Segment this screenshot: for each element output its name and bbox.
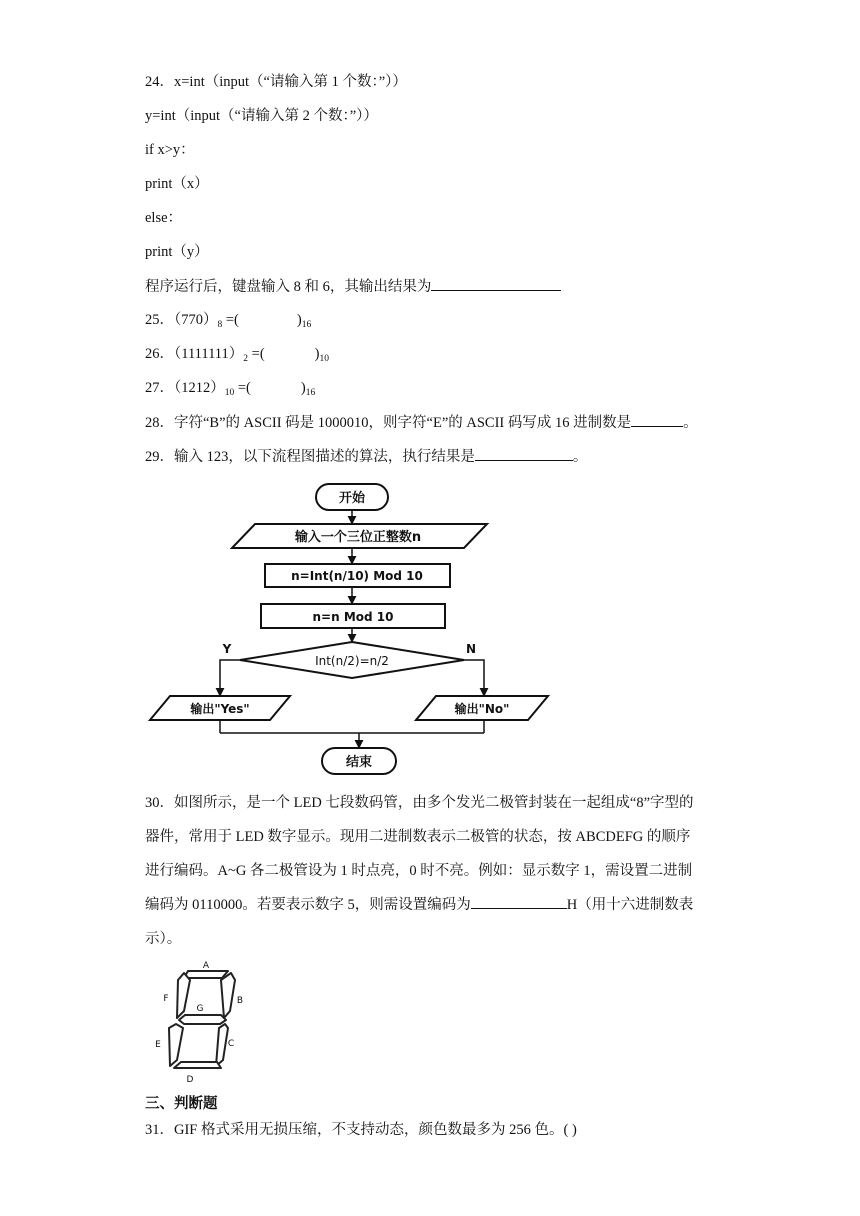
segment-g-label: G: [196, 1004, 204, 1014]
q30-line-4-post: H（用十六进制数表: [566, 897, 694, 913]
flow-arrow-no: [464, 660, 484, 696]
q24-code-line-4: print（x）: [145, 176, 209, 192]
flow-step1-label: n=Int(n/10) Mod 10: [291, 569, 423, 583]
q26: [145, 344, 329, 369]
segment-e: [169, 1024, 183, 1066]
q29-end: 。: [572, 449, 588, 465]
q25: [145, 310, 311, 335]
q25-close: ): [296, 312, 302, 328]
segment-f-label: F: [163, 994, 169, 1004]
q30-line-5: 示）。: [145, 931, 182, 947]
segment-a-label: A: [202, 961, 210, 971]
flow-out-no-label: 输出"No": [454, 702, 510, 716]
q25-mid: =(: [222, 312, 239, 328]
q28-end: 。: [683, 415, 698, 431]
q26-prefix: 26．（1111111）: [145, 346, 244, 362]
flowchart: [0, 480, 860, 780]
q26-base-out: 10: [319, 354, 330, 364]
q31: [145, 1120, 577, 1140]
q31-text: 31．GIF 格式采用无损压缩，不支持动态，颜色数最多为 256 色。( ): [145, 1122, 577, 1138]
flow-no-label: N: [465, 642, 477, 656]
flow-input-label: 输入一个三位正整数n: [294, 530, 422, 545]
segment-g: [179, 1015, 226, 1024]
q28-text: 28．字符“B”的 ASCII 码是 1000010，则字符“E”的 ASCII 码写成 16 进制数是: [145, 415, 632, 431]
q29: [145, 446, 587, 467]
q27: [145, 378, 315, 403]
q24-code-line-6: print（y）: [145, 244, 209, 260]
q26-close: ): [314, 346, 320, 362]
segment-d-label: D: [186, 1075, 194, 1085]
q24-code-line-3: if x>y：: [145, 142, 195, 158]
segment-e-label: E: [155, 1040, 161, 1050]
q26-mid: =(: [248, 346, 265, 362]
q27-prefix: 27．（1212）: [145, 380, 225, 396]
q24-question-text: 程序运行后，键盘输入 8 和 6，其输出结果为: [145, 279, 432, 295]
q30-line-4-pre: 编码为 0110000。若要表示数字 5，则需设置编码为: [145, 897, 471, 913]
q24-question: [145, 276, 561, 297]
segment-c-label: C: [227, 1039, 235, 1049]
flow-step2-label: n=n Mod 10: [312, 610, 394, 624]
section-3-title: 三、判断题: [145, 1096, 218, 1112]
q24-code-line-5: else：: [145, 210, 183, 226]
q30-line-4: [145, 888, 725, 922]
q27-mid: =(: [234, 380, 251, 396]
q24-answer-blank[interactable]: [431, 276, 561, 291]
q28: [145, 412, 698, 433]
flow-out-yes-label: 输出"Yes": [190, 702, 250, 716]
q30: [145, 786, 725, 956]
q30-line-2: 器件，常用于 LED 数字显示。现用二进制数表示二极管的状态，按 ABCDEFG 的顺序: [145, 829, 691, 845]
q27-base-in: 10: [224, 388, 235, 398]
flow-decision-label: Int(n/2)=n/2: [315, 654, 389, 668]
segment-b: [221, 973, 235, 1018]
seven-segment-diagram: [148, 958, 268, 1088]
q25-base-in: 8: [217, 320, 223, 330]
q28-answer-blank[interactable]: [631, 412, 683, 427]
segment-a: [184, 971, 228, 978]
q30-line-3: 进行编码。A~G 各二极管设为 1 时点亮，0 时不亮。例如：显示数字 1，需设置二进制: [145, 863, 693, 879]
q30-line-1: 30．如图所示，是一个 LED 七段数码管，由多个发光二极管封装在一起组成“8”字型的: [145, 795, 694, 811]
segment-f: [177, 973, 190, 1018]
segment-b-label: B: [236, 996, 244, 1006]
q30-answer-blank[interactable]: [471, 894, 567, 909]
segment-c: [216, 1024, 228, 1066]
q25-base-out: 16: [301, 320, 312, 330]
q24-code-line-2: y=int（input（“请输入第 2 个数：”））: [145, 108, 378, 124]
q29-answer-blank[interactable]: [475, 446, 573, 461]
q29-text: 29．输入 123，以下流程图描述的算法，执行结果是: [145, 449, 475, 465]
segment-d: [174, 1062, 221, 1068]
q26-base-in: 2: [243, 354, 249, 364]
flow-yes-label: Y: [222, 642, 232, 656]
flow-start-label: 开始: [338, 491, 366, 506]
q27-base-out: 16: [305, 388, 316, 398]
q24-code-line-1: 24．x=int（input（“请输入第 1 个数：”））: [145, 74, 407, 90]
flow-end-label: 结束: [345, 755, 373, 770]
q25-prefix: 25．（770）: [145, 312, 218, 328]
q27-close: ): [300, 380, 306, 396]
flow-arrow-yes: [220, 660, 240, 696]
